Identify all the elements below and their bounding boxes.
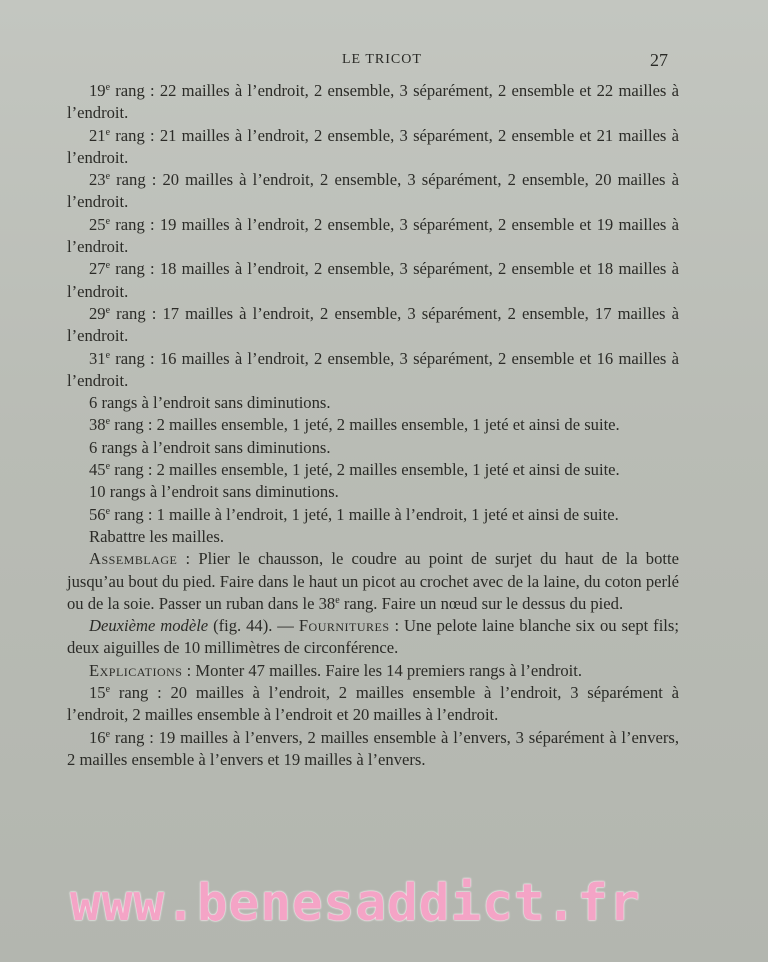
page-number: 27 bbox=[650, 50, 668, 70]
fournitures-label: Fournitures bbox=[298, 616, 390, 636]
row-paragraph: 45e rang : 2 mailles ensemble, 1 jeté, 2 mailles ensemble, 1 jeté et ainsi de suite. bbox=[89, 460, 620, 480]
row-paragraph: 16e rang : 19 mailles à l’envers, 2 mailles ensemble à l’envers, 3 séparément à l’envers, 2 mailles ensemble à l’envers et 19 mailles à l’envers. bbox=[67, 727, 679, 769]
plain-paragraph: Rabattre les mailles. bbox=[89, 526, 225, 546]
watermark-text: www.benesaddict.fr bbox=[70, 874, 641, 933]
page-header bbox=[0, 52, 768, 72]
explications-paragraph: Explications : Monter 47 mailles. Faire les 14 premiers rangs à l’endroit. bbox=[89, 660, 583, 680]
plain-paragraph: 10 rangs à l’endroit sans diminutions. bbox=[89, 482, 339, 502]
body-text bbox=[67, 80, 679, 771]
row-paragraph: 15e rang : 20 mailles à l’endroit, 2 mailles ensemble à l’endroit, 3 séparément à l’endroit, 2 mailles ensemble à l’endroit et 20 mailles à l’endroit. bbox=[67, 683, 679, 725]
running-title: LE TRICOT bbox=[342, 52, 422, 67]
row-paragraph: 27e rang : 18 mailles à l’endroit, 2 ensemble, 3 séparément, 2 ensemble et 18 mailles à l’endroit. bbox=[67, 259, 679, 301]
row-paragraph: 21e rang : 21 mailles à l’endroit, 2 ensemble, 3 séparément, 2 ensemble et 21 mailles à l’endroit. bbox=[67, 125, 679, 167]
row-paragraph: 38e rang : 2 mailles ensemble, 1 jeté, 2 mailles ensemble, 1 jeté et ainsi de suite. bbox=[89, 415, 620, 435]
section-title: Deuxième modèle bbox=[89, 616, 209, 636]
row-paragraph: 19e rang : 22 mailles à l’endroit, 2 ensemble, 3 séparément, 2 ensemble et 22 mailles à l’endroit. bbox=[67, 81, 679, 123]
row-paragraph: 23e rang : 20 mailles à l’endroit, 2 ensemble, 3 séparément, 2 ensemble, 20 mailles à l’endroit. bbox=[67, 170, 679, 212]
assemblage-paragraph: Assemblage : Plier le chausson, le coudre au point de surjet du haut de la botte jusqu’au bout du pied. Faire dans le haut un picot au crochet avec de la laine, du coton perlé ou de la soie. Passer un ruban dans le 38e rang. Faire un nœud sur le dessus du pied. bbox=[67, 549, 679, 613]
row-paragraph: 25e rang : 19 mailles à l’endroit, 2 ensemble, 3 séparément, 2 ensemble et 19 mailles à l’endroit. bbox=[67, 214, 679, 257]
row-paragraph: 29e rang : 17 mailles à l’endroit, 2 ensemble, 3 séparément, 2 ensemble, 17 mailles à l’endroit. bbox=[67, 303, 679, 346]
explications-label: Explications bbox=[89, 660, 183, 680]
plain-paragraph: 6 rangs à l’endroit sans diminutions. bbox=[89, 393, 331, 413]
deuxieme-modele-paragraph: Deuxième modèle (fig. 44). — Fournitures : Une pelote laine blanche six ou sept fils; deux aiguilles de 10 millimètres de circonférence. bbox=[67, 616, 679, 658]
row-paragraph: 31e rang : 16 mailles à l’endroit, 2 ensemble, 3 séparément, 2 ensemble et 16 mailles à l’endroit. bbox=[67, 348, 679, 390]
plain-paragraph: 6 rangs à l’endroit sans diminutions. bbox=[89, 437, 331, 457]
assemblage-label: Assemblage bbox=[89, 549, 178, 569]
row-paragraph: 56e rang : 1 maille à l’endroit, 1 jeté, 1 maille à l’endroit, 1 jeté et ainsi de suite. bbox=[89, 504, 619, 524]
